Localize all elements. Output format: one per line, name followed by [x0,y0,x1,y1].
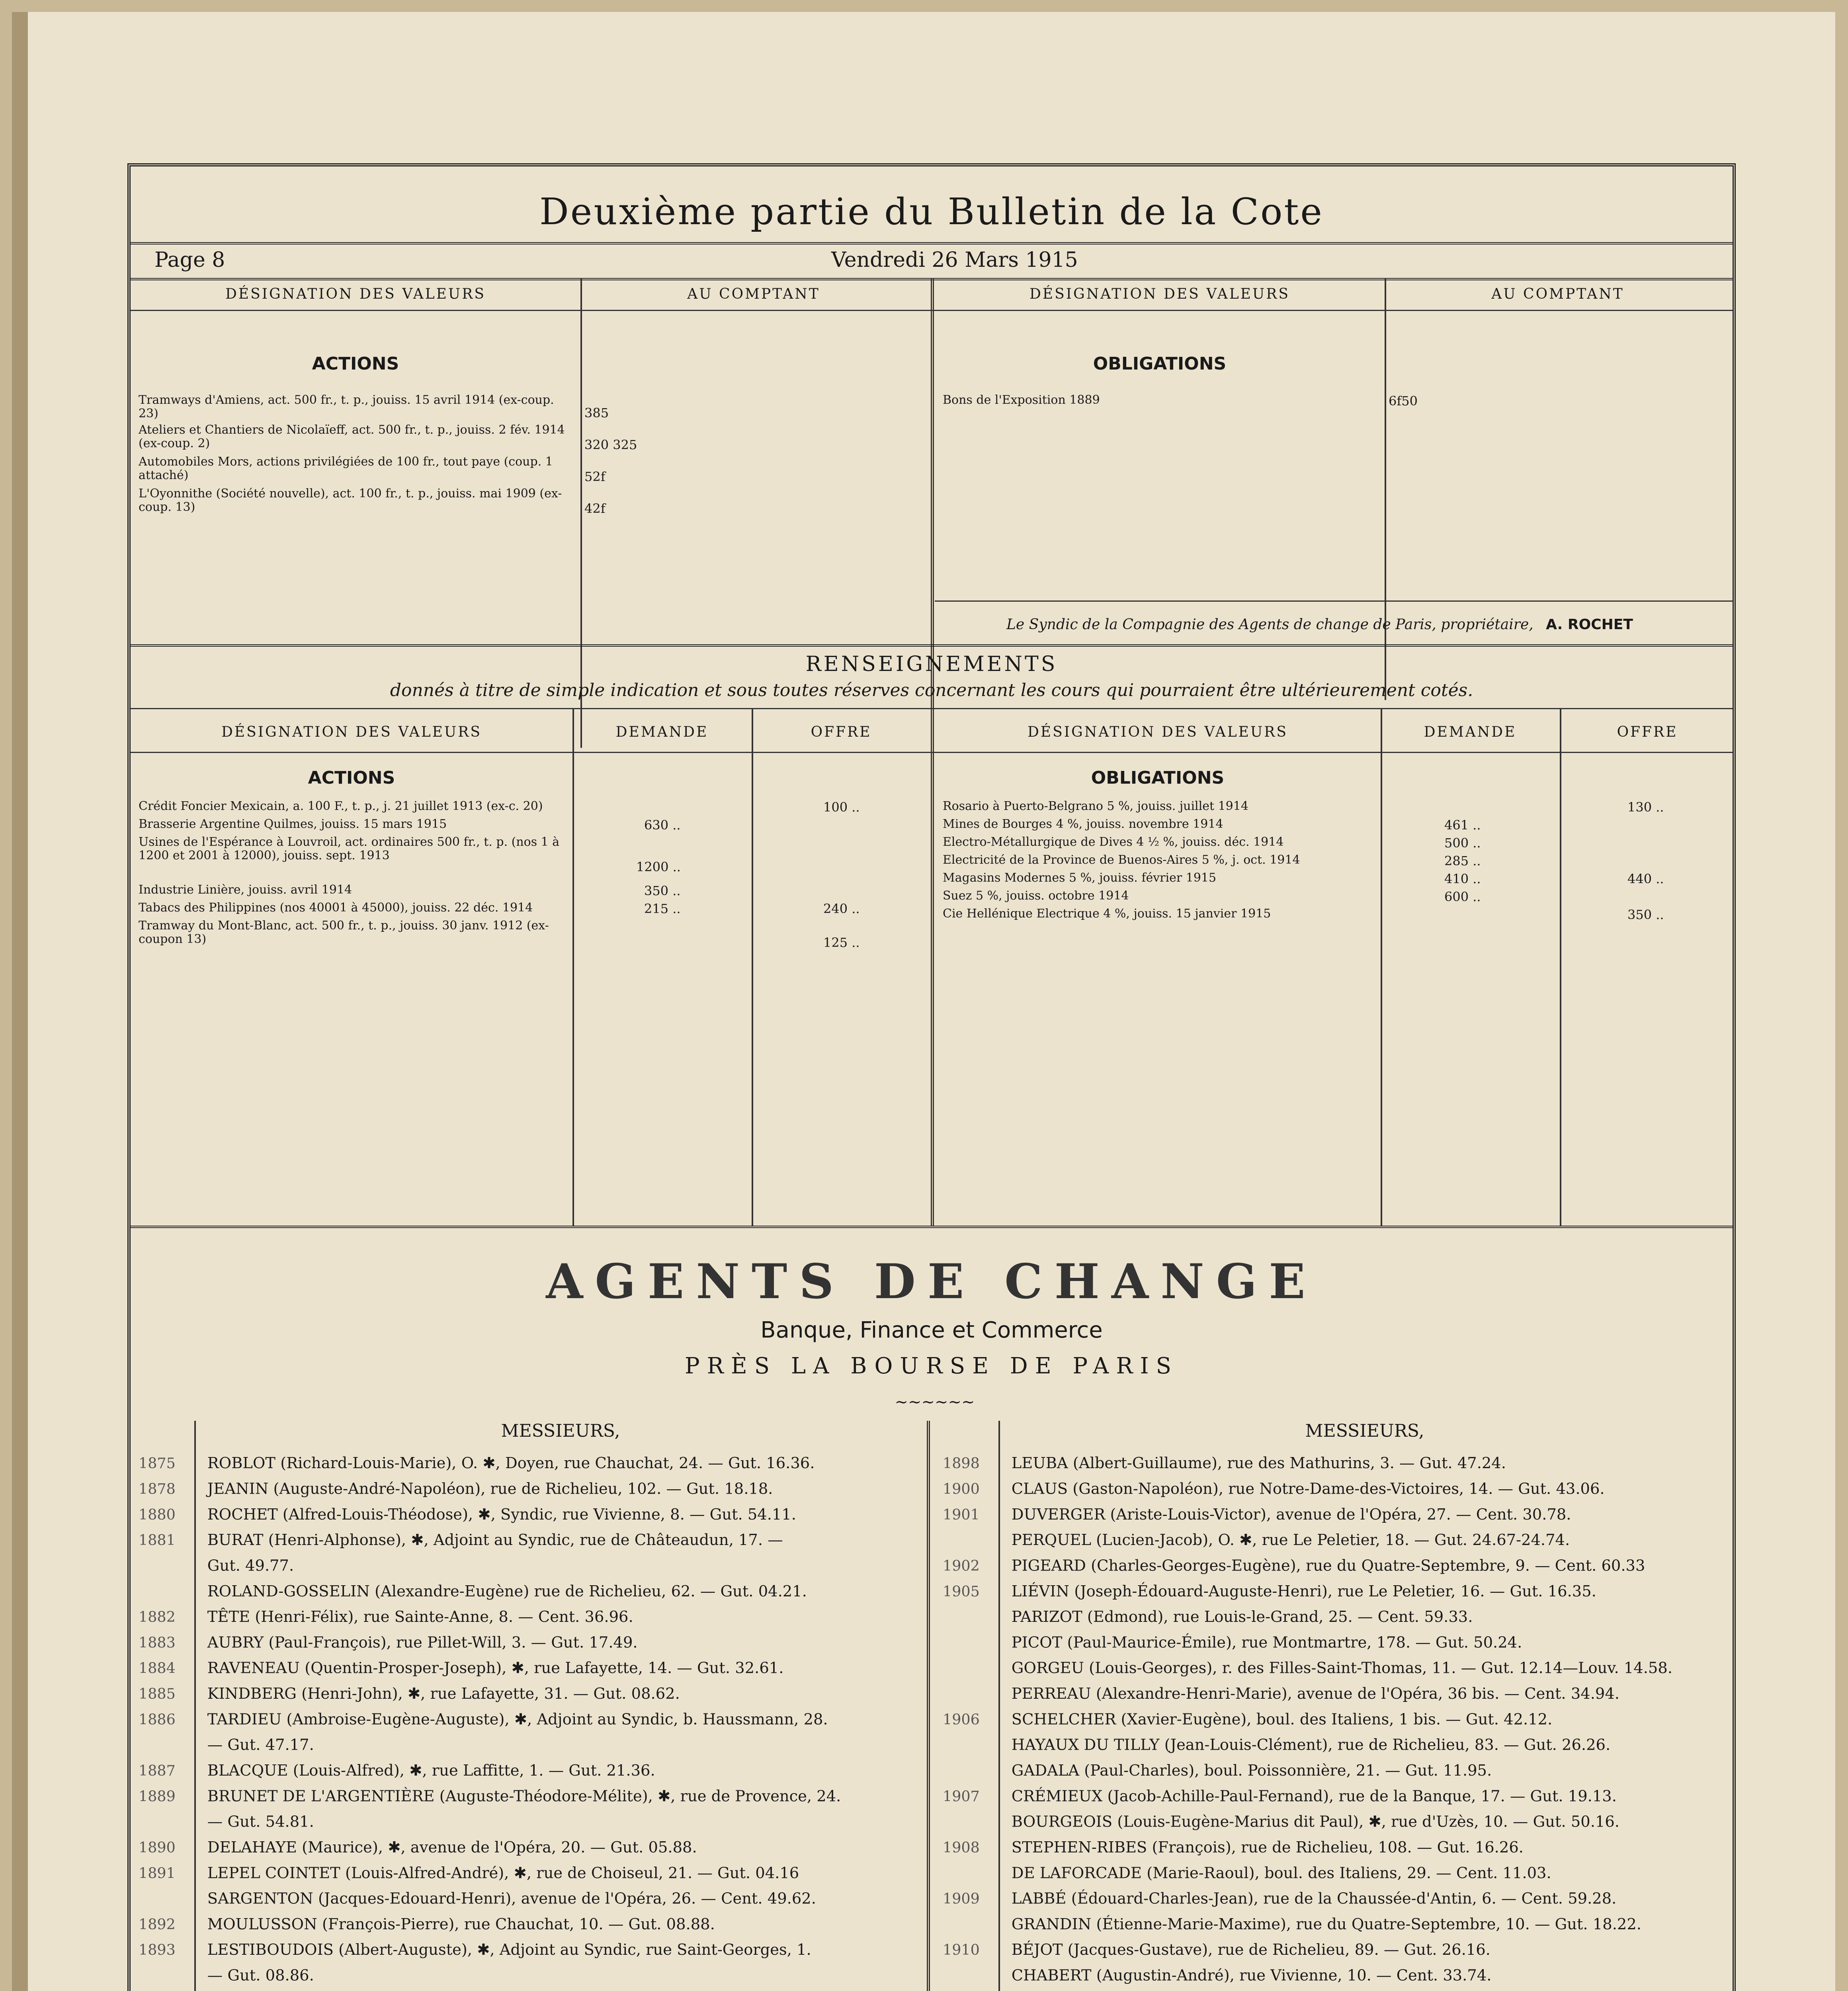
rs-oblig-7: Cie Hellénique Electrique 4 %, jouiss. 15 janvier 1915 [943,907,1271,921]
agent-entry: BRUNET DE L'ARGENTIÈRE (Auguste-Théodore-Mélite), ✱, rue de Provence, 24. [207,1787,841,1805]
agent-row [139,1912,895,1937]
rs-col-offre-left: OFFRE [811,724,872,740]
rs-col-demande-right: DEMANDE [1424,724,1517,740]
cote-action-3-value: 52f [584,469,606,484]
rs-oblig-2-demande: 461 .. [1444,818,1481,833]
col-comptant-left: AU COMPTANT [687,286,820,302]
agent-row [943,1476,1700,1502]
agent-row [943,1527,1700,1553]
agent-entry: PARIZOT (Edmond), rue Louis-le-Grand, 25. — Cent. 59.33. [1011,1608,1473,1626]
agent-row [943,1656,1700,1681]
agents-subtitle: Banque, Finance et Commerce [760,1317,1103,1343]
agent-row [943,1681,1700,1707]
agents-top-rule [131,1226,1733,1228]
agents-title: AGENTS DE CHANGE [546,1254,1317,1310]
agent-entry: GORGEU (Louis-Georges), r. des Filles-Saint-Thomas, 11. — Gut. 12.14—Louv. 14.58. [1011,1659,1673,1677]
agent-year: 1878 [139,1480,176,1498]
agent-year: 1886 [139,1711,176,1728]
bulletin-title: Deuxième partie du Bulletin de la Cote [539,190,1324,233]
agent-row [943,1579,1700,1604]
agent-year: 1906 [943,1711,980,1728]
bulletin-frame [127,163,1736,1991]
rs-col-designation-right: DÉSIGNATION DES VALEURS [1027,724,1288,740]
agents-list-left [139,1451,895,1991]
agent-row [139,1553,895,1578]
rs-col-demande-left: DEMANDE [615,724,709,740]
agent-year: 1907 [943,1788,980,1805]
agent-entry: TARDIEU (Ambroise-Eugène-Auguste), ✱, Adjoint au Syndic, b. Haussmann, 28. [207,1710,828,1728]
syndic-line [935,600,1733,602]
rs-action-4: Industrie Linière, jouiss. avril 1914 [139,883,352,897]
agent-row [943,1502,1700,1527]
cote-obligation-1-value: 6f50 [1389,393,1418,409]
agent-row [943,1630,1700,1655]
agent-row [943,1758,1700,1784]
agent-entry: CRÉMIEUX (Jacob-Achille-Paul-Fernand), rue de la Banque, 17. — Gut. 19.13. [1011,1787,1617,1805]
agent-year: 1905 [943,1583,980,1600]
agent-year: 1889 [139,1788,176,1805]
agent-year: 1881 [139,1531,176,1549]
rs-action-4-demande: 350 .. [644,883,681,898]
rs-oblig-1-offre: 130 .. [1627,800,1664,815]
agent-entry [207,1989,703,1991]
agent-entry: BURAT (Henri-Alphonse), ✱, Adjoint au Syndic, rue de Châteaudun, 17. — [207,1531,783,1549]
agent-entry: JEANIN (Auguste-André-Napoléon), rue de Richelieu, 102. — Gut. 18.18. [207,1480,773,1498]
rs-vline-4 [1381,708,1382,1226]
syndic-note [1006,616,1633,633]
agent-row [139,1502,895,1527]
cote-action-4: L'Oyonnithe (Société nouvelle), act. 100 fr., t. p., jouiss. mai 1909 (ex-coup. 13) [139,487,562,514]
agent-row [139,1809,895,1835]
rs-oblig-5: Magasins Modernes 5 %, jouiss. février 1915 [943,871,1217,885]
rs-action-5: Tabacs des Philippines (nos 40001 à 45000), jouiss. 22 déc. 1914 [139,901,533,915]
issue-date: Vendredi 26 Mars 1915 [831,248,1078,272]
renseig-subtitle: donnés à titre de simple indication et sous toutes réserves concernant les cours qui pourraient être ultérieurement cotés. [390,680,1473,700]
agent-row [139,1758,895,1784]
rs-action-6: Tramway du Mont-Blanc, act. 500 fr., t. p., jouiss. 30 janv. 1912 (ex-coupon 13) [139,919,549,946]
agent-entry: GADALA (Paul-Charles), boul. Poissonnière, 21. — Gut. 11.95. [1011,1762,1492,1780]
agent-entry: AUBRY (Paul-François), rue Pillet-Will, 3. — Gut. 17.49. [207,1633,638,1651]
rs-vline-5 [1560,708,1561,1226]
agent-year: 1893 [139,1941,176,1958]
cote-action-2: Ateliers et Chantiers de Nicolaïeff, act. 500 fr., t. p., jouiss. 2 fév. 1914 (ex-coup. 2) [139,423,565,450]
rs-action-3: Usines de l'Espérance à Louvroil, act. ordinaires 500 fr., t. p. (nos 1 à 1200 et 2001 à 12000), jouiss. sept. 1913 [139,835,560,863]
rs-oblig-7-offre: 350 .. [1627,907,1664,922]
agent-entry: PERQUEL (Lucien-Jacob), O. ✱, rue Le Peletier, 18. — Gut. 24.67-24.74. [1011,1531,1570,1549]
agent-row [943,1989,1700,1991]
agent-entry: HAYAUX DU TILLY (Jean-Louis-Clément), rue de Richelieu, 83. — Gut. 26.26. [1011,1736,1611,1754]
agent-year: 1884 [139,1660,176,1677]
cote-action-1-value: 385 [584,405,609,420]
agent-entry: ROCHET (Alfred-Louis-Théodose), ✱, Syndic, rue Vivienne, 8. — Gut. 54.11. [207,1506,797,1524]
agent-row [943,1809,1700,1835]
rs-action-5-demande: 215 .. [644,901,681,916]
messieurs-right: MESSIEURS, [1305,1421,1424,1441]
agent-row [139,1527,895,1553]
agent-row [139,1579,895,1604]
cote-action-2-value: 320 325 [584,437,637,452]
agent-entry: DELAHAYE (Maurice), ✱, avenue de l'Opéra, 20. — Gut. 05.88. [207,1838,697,1856]
rs-oblig-6-demande: 600 .. [1444,889,1481,904]
syndic-name: A. ROCHET [1546,616,1633,633]
agent-year [139,1989,188,1991]
agent-row [943,1912,1700,1937]
cote-action-1: Tramways d'Amiens, act. 500 fr., t. p., jouiss. 15 avril 1914 (ex-coup. 23) [139,393,554,420]
agent-year: 1900 [943,1480,980,1498]
agent-year: 1909 [943,1890,980,1907]
agent-row [139,1733,895,1758]
title-rule [131,242,1733,244]
agent-year: 1887 [139,1762,176,1779]
rs-oblig-3-demande: 500 .. [1444,835,1481,851]
rs-action-6-offre: 125 .. [823,935,860,950]
agent-row [139,1476,895,1502]
agent-entry: PICOT (Paul-Maurice-Émile), rue Montmartre, 178. — Gut. 50.24. [1011,1633,1522,1651]
agent-row [139,1835,895,1860]
agent-year: 1892 [139,1916,176,1933]
agent-entry: LESTIBOUDOIS (Albert-Auguste), ✱, Adjoint au Syndic, rue Saint-Georges, 1. [207,1941,811,1959]
agent-entry: DE LAFORCADE (Marie-Raoul), boul. des Italiens, 29. — Cent. 11.03. [1011,1864,1551,1882]
rs-oblig-1: Rosario à Puerto-Belgrano 5 %, jouiss. juillet 1914 [943,799,1248,813]
agent-row [139,1963,895,1988]
agent-year: 1883 [139,1634,176,1651]
cote-action-3: Automobiles Mors, actions privilégiées de 100 fr., tout paye (coup. 1 attaché) [139,455,553,482]
agent-year: 1908 [943,1839,980,1856]
agent-entry: GRANDIN (Étienne-Marie-Maxime), rue du Quatre-Septembre, 10. — Gut. 18.22. [1011,1915,1641,1933]
agent-row [943,1886,1700,1911]
agent-entry: Gut. 49.77. [207,1557,294,1575]
cote-vline-3 [1385,278,1386,700]
rs-vline-2 [752,708,753,1226]
agent-entry: PIGEARD (Charles-Georges-Eugène), rue du Quatre-Septembre, 9. — Cent. 60.33 [1011,1557,1645,1575]
rs-oblig-4: Electricité de la Province de Buenos-Aires 5 %, j. oct. 1914 [943,853,1300,867]
agents-location: PRÈS LA BOURSE DE PARIS [684,1353,1179,1379]
cote-vline-1 [580,278,582,748]
agent-entry: — Gut. 47.17. [207,1736,314,1754]
agent-entry: MOULUSSON (François-Pierre), rue Chauchat, 10. — Gut. 08.88. [207,1915,715,1933]
page-number: Page 8 [154,248,225,272]
agent-entry: DUVERGER (Ariste-Louis-Victor), avenue de l'Opéra, 27. — Cent. 30.78. [1011,1506,1571,1524]
syndic-note-text: Le Syndic de la Compagnie des Agents de change de Paris, propriétaire, [1006,616,1533,633]
agents-list-right [943,1451,1700,1991]
rs-oblig-5-demande: 410 .. [1444,871,1481,886]
agent-entry: STEPHEN-RIBES (François), rue de Richelieu, 108. — Gut. 16.26. [1011,1838,1524,1856]
agents-vline-mid [927,1421,930,1991]
cote-obligations-heading: OBLIGATIONS [1093,354,1227,374]
agent-row [943,1451,1700,1476]
agent-entry: LEUBA (Albert-Guillaume), rue des Mathurins, 3. — Gut. 47.24. [1011,1454,1506,1472]
agent-row [943,1553,1700,1578]
rs-oblig-6: Suez 5 %, jouiss. octobre 1914 [943,889,1129,903]
rs-action-2: Brasserie Argentine Quilmes, jouiss. 15 mars 1915 [139,817,447,831]
agent-year: 1880 [139,1506,176,1523]
agent-entry: LEPEL COINTET (Louis-Alfred-André), ✱, rue de Choiseul, 21. — Gut. 04.16 [207,1864,799,1882]
rs-action-2-demande: 630 .. [644,818,681,833]
agent-row [943,1963,1700,1988]
agent-row [139,1604,895,1630]
cote-vline-2 [931,278,934,748]
messieurs-left: MESSIEURS, [501,1421,620,1441]
agent-row [943,1860,1700,1886]
agent-row [943,1707,1700,1732]
agent-year: 1890 [139,1839,176,1856]
agent-entry: SCHELCHER (Xavier-Eugène), boul. des Italiens, 1 bis. — Gut. 42.12. [1011,1710,1553,1728]
agent-entry: BOURGEOIS (Louis-Eugène-Marius dit Paul), ✱, rue d'Uzès, 10. — Gut. 50.16. [1011,1813,1620,1831]
agent-year: 1898 [943,1455,980,1472]
rs-action-1-offre: 100 .. [823,800,860,815]
rs-col-designation-left: DÉSIGNATION DES VALEURS [221,724,482,740]
rs-vline-3 [931,708,934,1226]
agent-entry: ROBLOT (Richard-Louis-Marie), O. ✱, Doyen, rue Chauchat, 24. — Gut. 16.36. [207,1454,815,1472]
agent-row [139,1681,895,1707]
cote-actions-heading: ACTIONS [312,354,399,374]
page-sheet [12,12,1835,1991]
agent-entry: RAVENEAU (Quentin-Prosper-Joseph), ✱, rue Lafayette, 14. — Gut. 32.61. [207,1659,784,1677]
agent-row [139,1630,895,1655]
agent-row [943,1733,1700,1758]
rs-oblig-3: Electro-Métallurgique de Dives 4 ½ %, jouiss. déc. 1914 [943,835,1284,849]
agent-row [139,1886,895,1911]
ornament-divider: ~~~~~~ [895,1393,975,1411]
agent-row [943,1604,1700,1630]
agent-row [139,1784,895,1809]
agent-entry: CHABERT (Augustin-André), rue Vivienne, 10. — Cent. 33.74. [1011,1967,1492,1985]
rs-oblig-2: Mines de Bourges 4 %, jouiss. novembre 1914 [943,817,1223,831]
rs-actions-heading: ACTIONS [308,768,395,788]
agent-entry: PERREAU (Alexandre-Henri-Marie), avenue de l'Opéra, 36 bis. — Cent. 34.94. [1011,1685,1619,1703]
agent-entry: SARGENTON (Jacques-Edouard-Henri), avenue de l'Opéra, 26. — Cent. 49.62. [207,1890,816,1908]
renseig-top-rule [131,644,1733,647]
agent-year: 1882 [139,1608,176,1625]
agent-row [943,1937,1700,1963]
agent-year: 1901 [943,1506,980,1523]
col-designation-right: DÉSIGNATION DES VALEURS [1029,286,1290,302]
rs-action-5-offre: 240 .. [823,901,860,916]
agent-row [139,1860,895,1886]
rs-col-offre-right: OFFRE [1617,724,1678,740]
agent-entry: BLACQUE (Louis-Alfred), ✱, rue Laffitte, 1. — Gut. 21.36. [207,1762,655,1780]
rs-obligations-heading: OBLIGATIONS [1091,768,1225,788]
agent-entry: ROLAND-GOSSELIN (Alexandre-Eugène) rue de Richelieu, 62. — Gut. 04.21. [207,1582,807,1600]
cote-obligation-1: Bons de l'Exposition 1889 [943,393,1100,407]
agent-year: 1902 [943,1557,980,1574]
agent-entry [1012,1989,1534,1991]
agent-entry: — Gut. 54.81. [207,1813,314,1831]
agent-row [943,1835,1700,1860]
cote-action-4-value: 42f [584,501,606,516]
rs-oblig-5-offre: 440 .. [1627,871,1664,886]
agent-entry: — Gut. 08.86. [207,1967,314,1985]
rs-action-1: Crédit Foncier Mexicain, a. 100 F., t. p., j. 21 juillet 1913 (ex-c. 20) [139,799,543,813]
agent-entry: KINDBERG (Henri-John), ✱, rue Lafayette, 31. — Gut. 08.62. [207,1685,680,1703]
renseig-title: RENSEIGNEMENTS [805,652,1058,676]
agent-row [139,1989,895,1991]
agent-row [139,1937,895,1963]
agent-year: 1891 [139,1864,176,1881]
agent-row [943,1784,1700,1809]
rs-action-3-demande: 1200 .. [636,859,681,874]
agent-year: 1910 [943,1941,980,1958]
agent-year: 1875 [139,1455,176,1472]
agent-entry: CLAUS (Gaston-Napoléon), rue Notre-Dame-des-Victoires, 14. — Gut. 43.06. [1011,1480,1605,1498]
agent-year: 1885 [139,1685,176,1702]
agent-entry: LABBÉ (Édouard-Charles-Jean), rue de la Chaussée-d'Antin, 6. — Cent. 59.28. [1011,1890,1617,1908]
agent-entry: LIÉVIN (Joseph-Édouard-Auguste-Henri), rue Le Peletier, 16. — Gut. 16.35. [1011,1582,1596,1600]
agent-row [139,1451,895,1476]
rs-vline-1 [572,708,574,1226]
rs-oblig-4-demande: 285 .. [1444,853,1481,868]
agent-entry: TÊTE (Henri-Félix), rue Sainte-Anne, 8. — Cent. 36.96. [207,1608,633,1626]
col-comptant-right: AU COMPTANT [1491,286,1624,302]
agent-entry: BÉJOT (Jacques-Gustave), rue de Richelieu, 89. — Gut. 26.16. [1011,1941,1491,1959]
agent-row [139,1707,895,1732]
agent-row [139,1656,895,1681]
col-designation-left: DÉSIGNATION DES VALEURS [225,286,486,302]
